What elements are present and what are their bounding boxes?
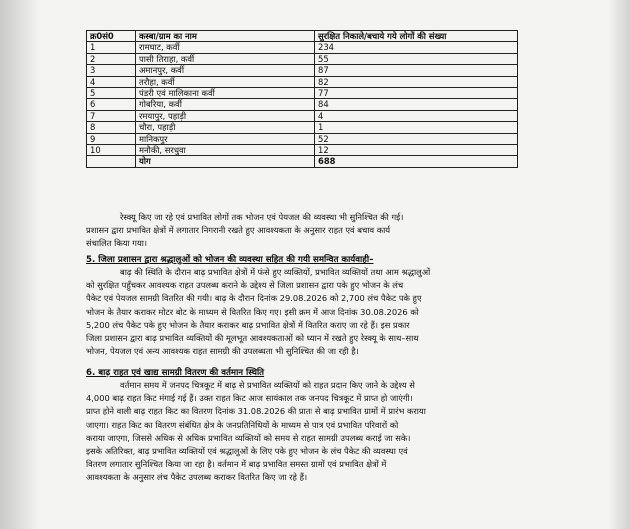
paragraph-line: प्रशासन द्वारा प्रभावित क्षेत्रों में लगातार निगरानी रखते हुए आवश्यकता के अनुसार राहत एवं बचाव कार्य [86,225,391,236]
cell-count: 77 [315,88,518,99]
cell-count: 1 [315,122,518,133]
header-count: सुरक्षित निकाले/बचाये गये लोगों की संख्या [315,31,518,42]
cell-village: रमयापुर, पहाड़ी [136,110,315,121]
cell-count: 84 [315,99,518,110]
cell-serial: 9 [87,133,136,144]
paragraph-line: कराया जाएगा, जिससे अधिक से अधिक प्रभावित व्यक्तियों को समय से राहत सामग्री उपलब्ध कराई जा सके। [86,432,411,443]
table-row [87,99,518,110]
cell-empty [87,156,136,167]
header-serial: क्र0सं0 [87,31,136,42]
table-row [87,65,518,76]
paragraph-line: 5,200 लंच पैकेट पके हुए भोजन के तैयार कराकर बाढ़ प्रभावित क्षेत्रों में वितरित कराए जा रहे हैं। इस प्रकार [86,319,410,330]
cell-serial: 1 [87,42,136,53]
cell-count: 12 [315,145,518,156]
paragraph-line: रेस्क्यू किए जा रहे एवं प्रभावित लोगों तक भोजन एवं पेयजल की व्यवस्था भी सुनिश्चित की गई। [120,212,404,222]
cell-village: रामघाट, कर्वी [136,42,315,53]
paragraph-line: संचालित किया गया। [86,238,148,249]
table-row [87,88,518,99]
total-label: योग [136,156,315,167]
header-village: कस्बा/ग्राम का नाम [136,31,315,42]
section-5-heading [86,253,373,265]
cell-village: पासी तिराहा, कर्वी [136,53,315,64]
cell-village: गोबरिया, कर्वी [136,99,315,110]
paragraph-relief-kits [86,379,560,485]
cell-serial: 10 [87,145,136,156]
paragraph-line: प्राप्त होने वाली बाढ़ राहत किट का वितरण दिनांक 31.08.2026 की प्रातः से बाढ़ प्रभावित ग्रामों में प्रारंभ कराया [86,406,426,417]
paragraph-food-distribution [86,266,560,358]
total-value: 688 [315,156,518,167]
paragraph-line: को सुरक्षित पहुँचकर आवश्यक राहत उपलब्ध कराने के उद्देश्य से जिला प्रशासन द्वारा पके हुए भोजन के लंच [86,280,404,291]
cell-serial: 6 [87,99,136,110]
section-5-title: 5. जिला प्रशासन द्वारा श्रद्धालुओं को भोजन की व्यवस्था सहित की गयी समन्वित कार्यवाही– [86,255,374,265]
cell-village: चौरा, पहाड़ी [136,122,315,133]
table-header-row [87,31,518,42]
page-shadow-right [608,0,630,529]
cell-count: 82 [315,76,518,87]
table-row [87,42,518,53]
cell-village: मनौकी, सरधुवा [136,145,315,156]
paragraph-line: पैकेट एवं पेयजल सामग्री वितरित की गयी। बाढ़ के दौरान दिनांक 29.08.2026 को 2,700 लंच पैकेट पके हुए [86,293,422,304]
section-6-title: 6. बाढ़ राहत एवं खाद्य सामग्री वितरण की वर्तमान स्थिति [86,368,265,378]
cell-village: अमानपुर, कर्वी [136,65,315,76]
cell-count: 4 [315,110,518,121]
cell-count: 87 [315,65,518,76]
paragraph-line: 4,000 बाढ़ राहत किट मंगाई गई हैं। उक्त राहत किट आज सायंकाल तक जनपद चित्रकूट में प्राप्त हो जाएंगी। [86,393,413,404]
cell-count: 55 [315,53,518,64]
cell-serial: 2 [87,53,136,64]
page-shadow-left [0,0,40,529]
paragraph-line: बाढ़ की स्थिति के दौरान बाढ़ प्रभावित क्षेत्रों में फंसे हुए व्यक्तियों, प्रभावित व्यक्तियों तथा आम श्रद्धालुओं [120,267,431,277]
cell-serial: 5 [87,88,136,99]
table-row [87,53,518,64]
cell-count: 234 [315,42,518,53]
paragraph-line: जाएगा। राहत किट का वितरण संबंधित क्षेत्र के जनप्रतिनिधियों के माध्यम से पात्र एवं प्रभावित परिवारों को [86,419,399,430]
table-row [87,133,518,144]
paragraph-line: वर्तमान समय में जनपद चित्रकूट में बाढ़ से प्रभावित व्यक्तियों को राहत प्रदान किए जाने के उद्देश्य से [120,380,415,390]
cell-village: पंडरी एवं मालिकाना कर्वी [136,88,315,99]
paragraph-rescue-food [86,211,560,251]
paragraph-line: वितरण लगातार सुनिश्चित किया जा रहा है। वर्तमान में बाढ़ प्रभावित समस्त ग्रामों एवं प्रभावित क्षेत्रों में [86,459,387,470]
document-content [86,30,556,168]
paragraph-line: आवश्यकता के अनुसार लंच पैकेट उपलब्ध कराकर वितरित किए जा रहे हैं। [86,472,308,483]
cell-village: मानिकपुर [136,133,315,144]
cell-village: तरौहा, कर्वी [136,76,315,87]
table-row [87,110,518,121]
table-body [87,42,518,167]
rescue-table [86,30,518,168]
cell-serial: 4 [87,76,136,87]
table-total-row [87,156,518,167]
section-6-heading [86,366,264,378]
paragraph-line: इसके अतिरिक्त, बाढ़ प्रभावित व्यक्तियों एवं श्रद्धालुओं के लिए पके हुए भोजन के लंच पैकेट की व्यवस्था एवं [86,446,408,457]
table-row [87,76,518,87]
cell-serial: 3 [87,65,136,76]
cell-count: 52 [315,133,518,144]
paragraph-line: जिला प्रशासन द्वारा बाढ़ प्रभावित व्यक्तियों की मूलभूत आवश्यकताओं को ध्यान में रखते हुए रेस्क्यू के साथ–साथ [86,333,419,344]
table-row [87,122,518,133]
paragraph-line: भोजन, पेयजल एवं अन्य आवश्यक राहत सामग्री की उपलब्धता भी सुनिश्चित की जा रही है। [86,346,359,357]
paragraph-line: भोजन के तैयार कराकर मोटर बोट के माध्यम से वितरित किए गए। इसी क्रम में आज दिनांक 30.08.2026 को [86,306,419,317]
cell-serial: 8 [87,122,136,133]
cell-serial: 7 [87,110,136,121]
table-row [87,145,518,156]
